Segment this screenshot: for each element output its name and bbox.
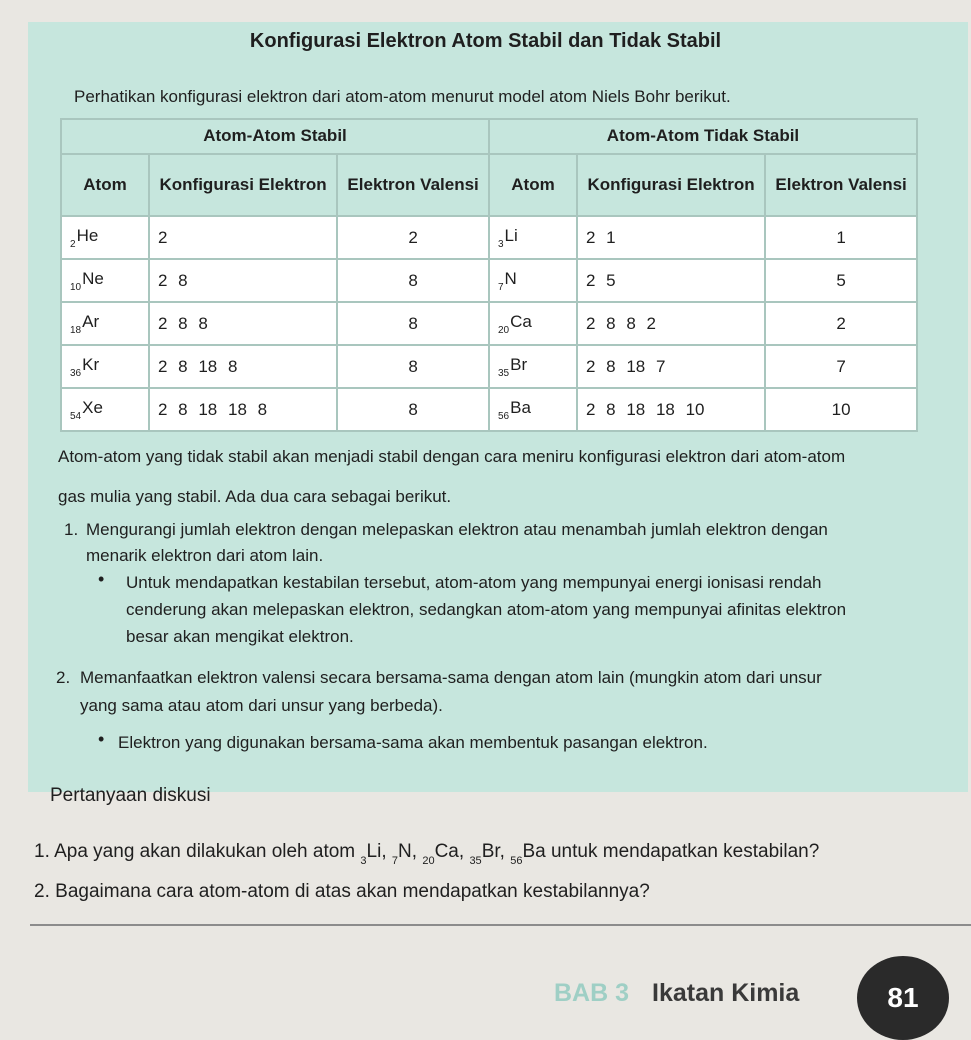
question-text: Apa yang akan dilakukan oleh atom	[54, 841, 356, 862]
separator: ,	[411, 841, 423, 862]
atom-cell	[489, 388, 577, 431]
element-symbol: Xe	[82, 397, 103, 417]
col-atom-stable: Atom	[61, 154, 149, 216]
separator: ,	[499, 841, 511, 862]
valence-cell: 8	[337, 302, 489, 345]
electron-config-table	[60, 118, 918, 432]
atom-cell	[61, 302, 149, 345]
atom-cell	[61, 388, 149, 431]
table-row	[61, 259, 917, 302]
table-row	[61, 345, 917, 388]
bullet-text: besar akan mengikat elektron.	[126, 627, 354, 646]
atomic-number: 3	[360, 855, 367, 867]
question-atoms	[360, 841, 546, 867]
valence-cell: 7	[765, 345, 917, 388]
atom-cell	[489, 345, 577, 388]
atomic-number: 54	[70, 410, 82, 422]
question-number: 1.	[34, 841, 50, 862]
footer-chapter-title: Ikatan Kimia	[652, 979, 800, 1007]
footer-chapter: BAB 3	[554, 979, 630, 1007]
valence-cell: 8	[337, 259, 489, 302]
discussion-title: Pertanyaan diskusi	[50, 785, 211, 806]
config-cell: 2 8 18 7	[577, 345, 765, 388]
valence-cell: 8	[337, 388, 489, 431]
element-symbol: He	[76, 225, 99, 245]
valence-cell: 2	[337, 216, 489, 259]
question-text: untuk mendapatkan kestabilan?	[550, 841, 820, 862]
atom-cell	[489, 302, 577, 345]
bullet-text: cenderung akan melepaskan elektron, sedangkan atom-atom yang mempunyai afinitas elektron	[126, 600, 847, 619]
valence-cell: 1	[765, 216, 917, 259]
bullet-text: Untuk mendapatkan kestabilan tersebut, atom-atom yang mempunyai energi ionisasi rendah	[126, 573, 822, 592]
config-cell: 2 8 18 8	[149, 345, 337, 388]
col-atom-unstable: Atom	[489, 154, 577, 216]
table-row	[61, 388, 917, 431]
element-symbol: N	[504, 268, 517, 288]
separator: ,	[458, 841, 470, 862]
col-valence-stable: Elektron Valensi	[337, 154, 489, 216]
element-symbol: Ne	[82, 268, 104, 288]
element-symbol: Br	[510, 354, 528, 374]
atom-cell	[61, 259, 149, 302]
list-number: 1.	[64, 520, 79, 539]
group-stable: Atom-Atom Stabil	[61, 119, 489, 154]
table-group-header	[61, 119, 917, 154]
col-valence-unstable: Elektron Valensi	[765, 154, 917, 216]
atom-cell	[61, 345, 149, 388]
valence-cell: 8	[337, 345, 489, 388]
table-row	[61, 216, 917, 259]
config-cell: 2 5	[577, 259, 765, 302]
element-symbol: N	[398, 841, 412, 862]
list-item-text: Memanfaatkan elektron valensi secara bersama-sama dengan atom lain (mungkin atom dari unsur	[80, 668, 822, 687]
element-symbol: Ca	[510, 311, 532, 331]
element-symbol: Ba	[510, 397, 531, 417]
list-item-text: menarik elektron dari atom lain.	[86, 546, 324, 565]
config-cell: 2 8	[149, 259, 337, 302]
atomic-number: 7	[497, 281, 504, 293]
atomic-number: 35	[497, 367, 510, 379]
intro-text: Perhatikan konfigurasi elektron dari atom-atom menurut model atom Niels Bohr berikut.	[74, 87, 731, 106]
valence-cell: 5	[765, 259, 917, 302]
element-symbol: Li	[504, 225, 518, 245]
table-row	[61, 302, 917, 345]
atom-cell	[489, 259, 577, 302]
atomic-number: 20	[422, 855, 435, 867]
valence-cell: 2	[765, 302, 917, 345]
atom-cell	[61, 216, 149, 259]
paragraph-line: gas mulia yang stabil. Ada dua cara sebagai berikut.	[58, 487, 452, 506]
atomic-number: 56	[497, 410, 510, 422]
atomic-number: 56	[510, 855, 523, 867]
separator: ,	[381, 841, 392, 862]
page-number-badge: 81	[857, 956, 949, 1040]
element-symbol: Ba	[522, 841, 546, 862]
question-number: 2.	[34, 881, 50, 902]
atomic-number: 10	[70, 281, 82, 293]
element-symbol: Li	[366, 841, 382, 862]
question-2	[34, 878, 650, 906]
col-config-stable: Konfigurasi Elektron	[149, 154, 337, 216]
group-unstable: Atom-Atom Tidak Stabil	[489, 119, 917, 154]
element-symbol: Br	[481, 841, 500, 862]
bullet-icon: •	[98, 569, 105, 589]
config-cell: 2 1	[577, 216, 765, 259]
atomic-number: 36	[70, 367, 82, 379]
config-cell: 2 8 18 18 8	[149, 388, 337, 431]
atomic-number: 2	[70, 238, 76, 250]
config-cell: 2 8 18 18 10	[577, 388, 765, 431]
list-item-text: yang sama atau atom dari unsur yang berbeda).	[80, 696, 443, 715]
atomic-number: 3	[497, 238, 504, 250]
col-config-unstable: Konfigurasi Elektron	[577, 154, 765, 216]
bullet-icon: •	[98, 729, 105, 749]
paragraph-line: Atom-atom yang tidak stabil akan menjadi stabil dengan cara meniru konfigurasi elektron dari atom-atom	[58, 447, 846, 466]
atomic-number: 18	[70, 324, 82, 336]
list-item-text: Mengurangi jumlah elektron dengan melepaskan elektron atau menambah jumlah elektron dengan	[86, 520, 828, 539]
page-title: Konfigurasi Elektron Atom Stabil dan Tidak Stabil	[249, 30, 722, 52]
question-text: Bagaimana cara atom-atom di atas akan mendapatkan kestabilannya?	[55, 881, 650, 902]
list-number: 2.	[56, 668, 71, 687]
config-cell: 2 8 8	[149, 302, 337, 345]
bullet-text: Elektron yang digunakan bersama-sama akan membentuk pasangan elektron.	[118, 733, 708, 752]
element-symbol: Ar	[82, 311, 100, 331]
element-symbol: Ca	[434, 841, 459, 862]
question-1	[34, 838, 819, 875]
atomic-number: 7	[391, 855, 399, 867]
atomic-number: 20	[497, 324, 510, 336]
atom-cell	[489, 216, 577, 259]
config-cell: 2	[149, 216, 337, 259]
divider	[30, 924, 971, 926]
valence-cell: 10	[765, 388, 917, 431]
table-column-header	[61, 154, 917, 216]
atomic-number: 35	[469, 855, 482, 867]
config-cell: 2 8 8 2	[577, 302, 765, 345]
element-symbol: Kr	[82, 354, 100, 374]
